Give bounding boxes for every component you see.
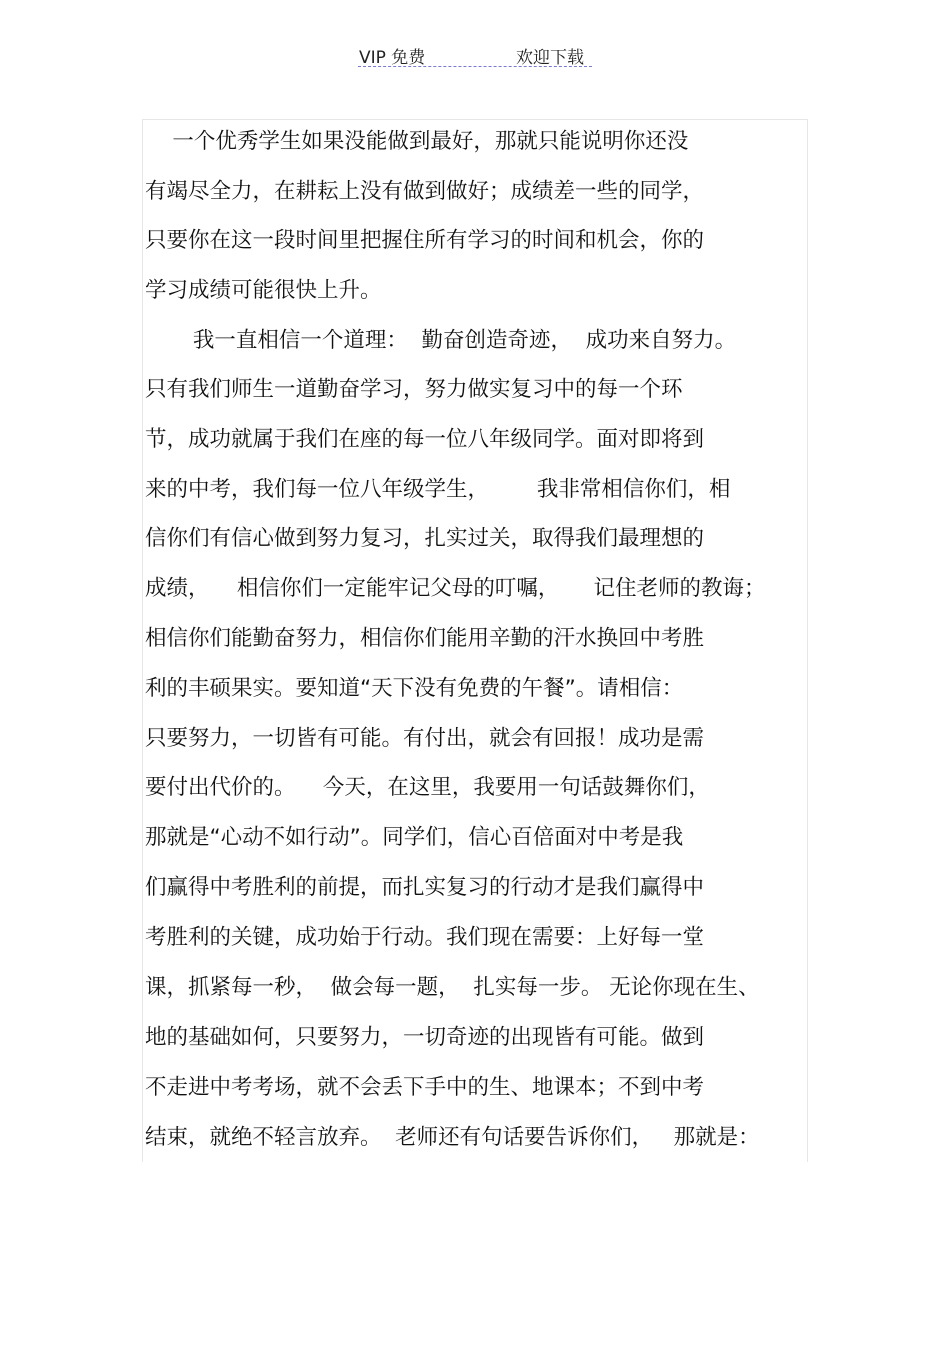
welcome-download-label: 欢迎下载 [516,48,584,68]
paragraph-line: 们赢得中考胜利的前提，而扎实复习的行动才是我们赢得中 [145,875,705,900]
paragraph-line: 信你们有信心做到努力复习，扎实过关，取得我们最理想的 [145,526,705,551]
paragraph-line: 一个优秀学生如果没能做到最好，那就只能说明你还没 [145,129,689,154]
paragraph-line: 成绩， 相信你们一定能牢记父母的叮嘱， 记住老师的教诲； [145,576,766,601]
paragraph-line: 利的丰硕果实。要知道“天下没有免费的午餐”。请相信： [145,676,684,701]
page-header [358,42,592,67]
paragraph-line: 来的中考，我们每一位八年级学生， 我非常相信你们，相 [145,477,731,502]
paragraph-line: 只要你在这一段时间里把握住所有学习的时间和机会，你的 [145,228,705,253]
paragraph-line: 考胜利的关键，成功始于行动。我们现在需要：上好每一堂 [145,925,705,950]
vip-free-label: VIP 免费 [359,48,426,68]
paragraph-line: 学习成绩可能很快上升。 [145,278,382,303]
paragraph-line: 有竭尽全力，在耕耘上没有做到做好；成绩差一些的同学， [145,179,705,204]
paragraph-line: 不走进中考考场，就不会丢下手中的生、地课本；不到中考 [145,1075,705,1100]
paragraph-line: 只要努力，一切皆有可能。有付出，就会有回报！成功是需 [145,726,705,751]
paragraph-line: 课，抓紧每一秒， 做会每一题， 扎实每一步。 无论你现在生、 [145,975,760,1000]
paragraph-line: 那就是“心动不如行动”。同学们，信心百倍面对中考是我 [145,825,684,850]
paragraph-line: 地的基础如何，只要努力，一切奇迹的出现皆有可能。做到 [145,1025,705,1050]
paragraph-line: 只有我们师生一道勤奋学习，努力做实复习中的每一个环 [145,377,683,402]
paragraph-line: 要付出代价的。 今天，在这里，我要用一句话鼓舞你们， [145,775,710,800]
paragraph-line: 节，成功就属于我们在座的每一位八年级同学。面对即将到 [145,427,705,452]
paragraph-line: 我一直相信一个道理： 勤奋创造奇迹， 成功来自努力。 [145,328,737,353]
paragraph-line: 结束，就绝不轻言放弃。 老师还有句话要告诉你们， 那就是： [145,1125,760,1150]
paragraph-line: 相信你们能勤奋努力，相信你们能用辛勤的汗水换回中考胜 [145,626,705,651]
